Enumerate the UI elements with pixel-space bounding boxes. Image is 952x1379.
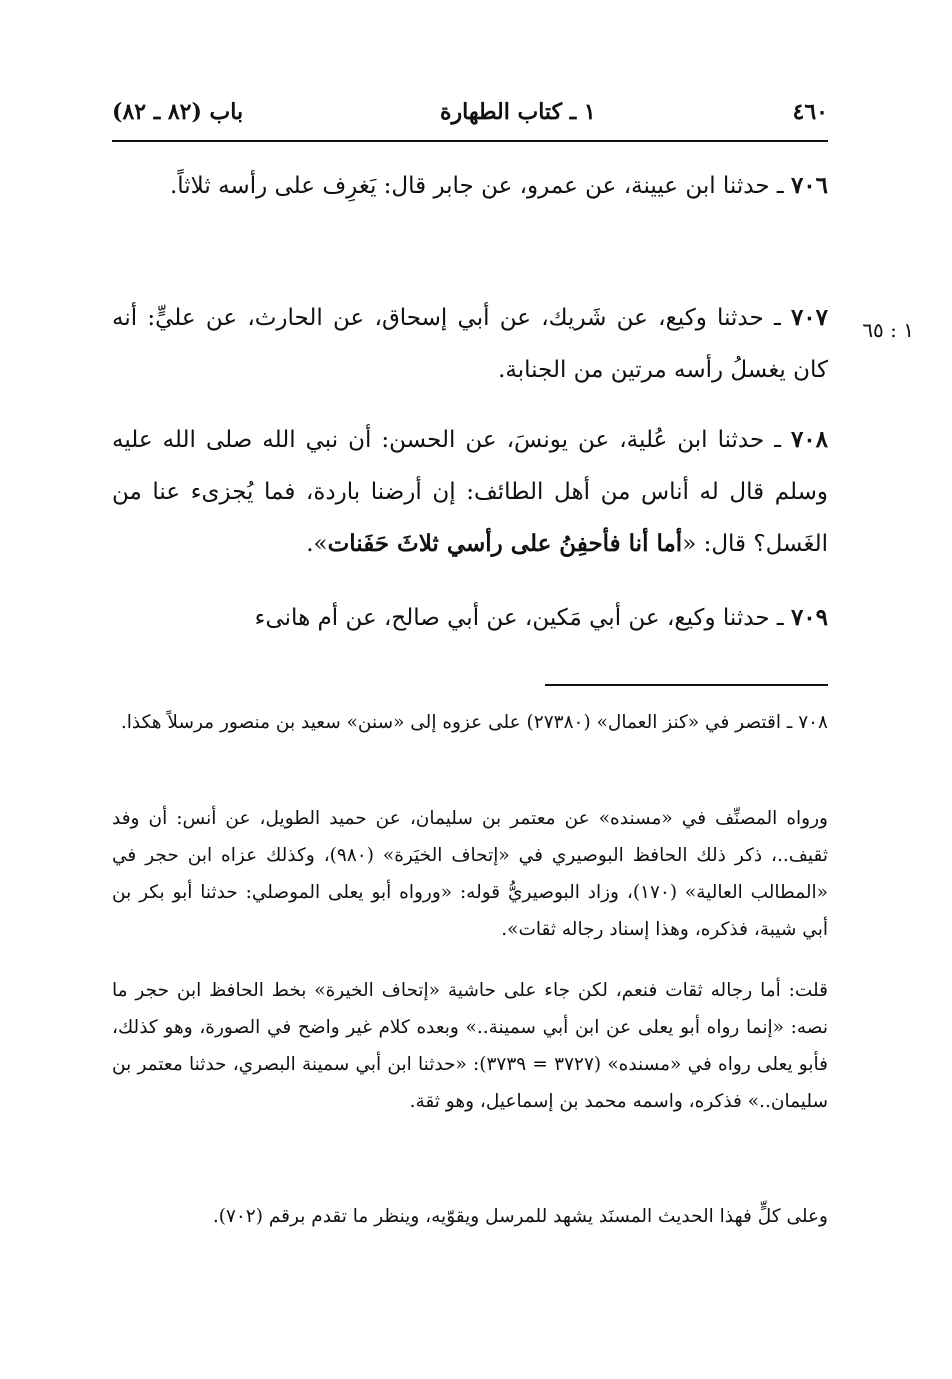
prophetic-quote: أما أنا فأحفِنُ على رأسي ثلاثَ حَفَنات	[327, 530, 683, 557]
hadith-text: ـ حدثنا ابن عُلية، عن يونسَ، عن الحسن: أن نبي الله صلى الله عليه وسلم قال له أناس من أهل الطائف: إن أرضنا باردة، فما يُجزىء عنا من الغَسل؟ قال: «	[112, 427, 828, 557]
footnote-paragraph: وعلى كلٍّ فهذا الحديث المسنَد يشهد للمرسل ويقوّيه، وينظر ما تقدم برقم (٧٠٢).	[212, 1206, 828, 1227]
page-number: ٤٦٠	[792, 99, 828, 125]
hadith-number: ٧٠٧	[790, 304, 828, 331]
chapter-range: باب (٨٢ ـ ٨٢)	[112, 99, 244, 125]
footnote-paragraph: قلت: أما رجاله ثقات فنعم، لكن جاء على حاشية «إتحاف الخيرة» بخط الحافظ ابن حجر ما نصه: «إنما رواه أبو يعلى عن ابن أبي سمينة..» وبعده كلام غير واضح في الصورة، وهو كذلك، فأبو يعلى رواه في «مسنده» (٣٧٢٧ = ٣٧٣٩): «حدثنا ابن أبي سمينة البصري، حدثنا معتمر بن سليمان..» فذكره، واسمه محمد بن إسماعيل، وهو ثقة.	[112, 980, 828, 1112]
hadith-number: ٧٠٦	[790, 172, 828, 199]
header-rule	[112, 140, 828, 142]
hadith-709	[112, 592, 828, 644]
hadith-number: ٧٠٩	[790, 604, 828, 631]
hadith-706	[112, 160, 828, 212]
margin-reference: ١ : ٦٥	[862, 318, 914, 342]
footnote-708: ٧٠٨ ـ اقتصر في «كنز العمال» (٢٧٣٨٠) على عزوه إلى «سنن» سعيد بن منصور مرسلاً هكذا.	[120, 712, 828, 733]
footnote-separator	[545, 684, 828, 686]
hadith-text: ـ حدثنا ابن عيينة، عن عمرو، عن جابر قال: يَغرِف على رأسه ثلاثاً.	[169, 173, 791, 199]
hadith-text: ـ حدثنا وكيع، عن أبي مَكين، عن أبي صالح، عن أم هانىء	[254, 605, 791, 631]
quote-close: ».	[306, 531, 328, 557]
hadith-number: ٧٠٨	[790, 426, 828, 453]
hadith-707	[112, 292, 828, 396]
running-header	[112, 92, 828, 132]
hadith-708	[112, 414, 828, 570]
footnote-paragraph: ورواه المصنِّف في «مسنده» عن معتمر بن سليمان، عن حميد الطويل، عن أنس: أن وفد ثقيف..، ذكر ذلك الحافظ البوصيري في «إتحاف الخيَرة» (٩٨٠)، وكذلك عزاه ابن حجر في «المطالب العالية» (١٧٠)، وزاد البوصيريُّ قوله: «ورواه أبو يعلى الموصلي: حدثنا أبو بكر بن أبي شيبة، فذكره، وهذا إسناد رجاله ثقات».	[112, 808, 828, 940]
book-title: ١ ـ كتاب الطهارة	[440, 99, 596, 125]
hadith-text: ـ حدثنا وكيع، عن شَريك، عن أبي إسحاق، عن الحارث، عن عليٍّ: أنه كان يغسلُ رأسه مرتين من الجنابة.	[112, 305, 828, 383]
